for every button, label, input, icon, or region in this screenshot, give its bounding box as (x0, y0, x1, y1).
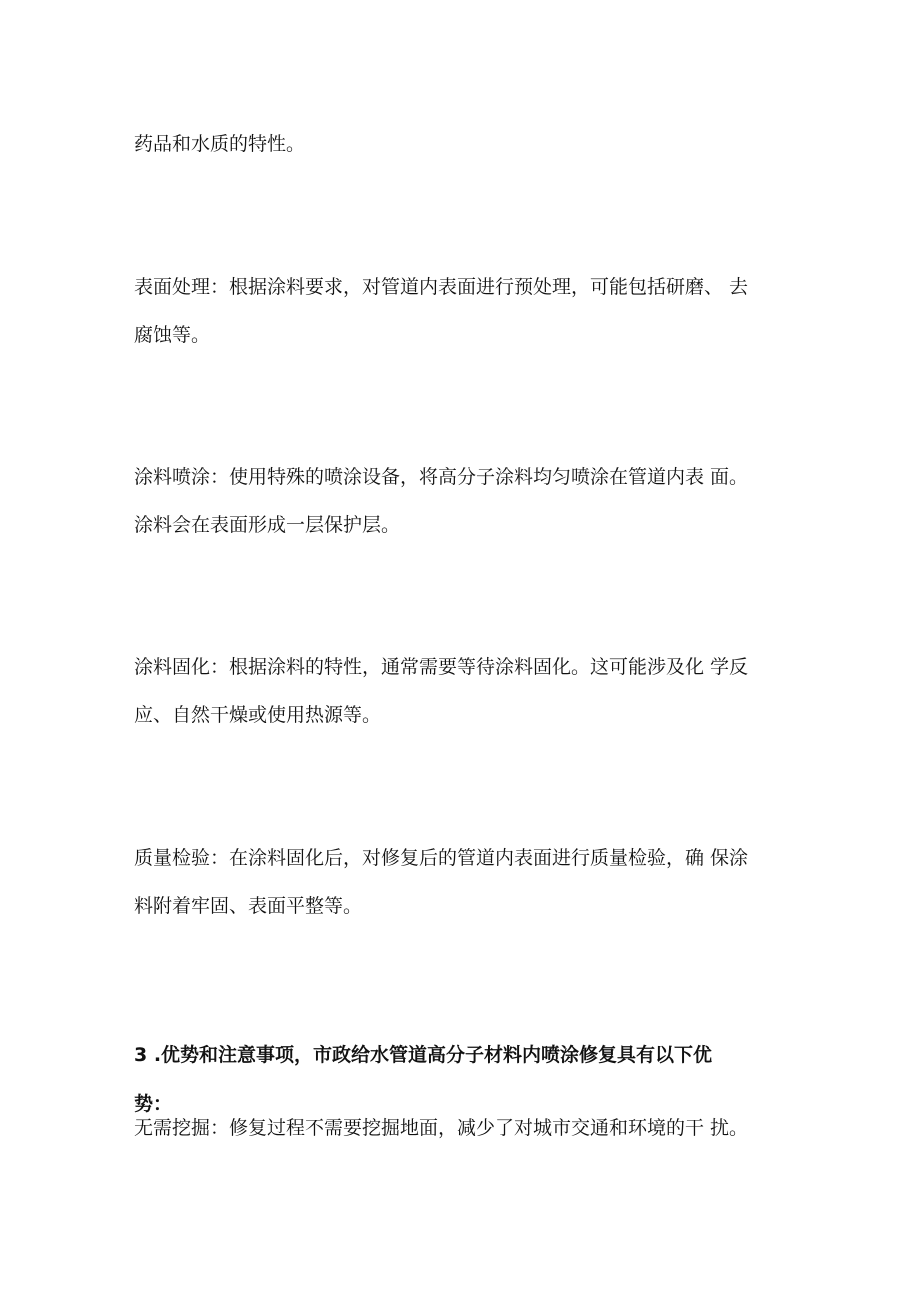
paragraph-line: 药品和水质的特性。 (134, 133, 306, 155)
paragraph-line: 涂料喷涂：使用特殊的喷涂设备，将高分子涂料均匀喷涂在管道内表 面。 (134, 466, 749, 488)
paragraph-line: 腐蚀等。 (134, 324, 211, 346)
section-heading: 3 .优势和注意事项，市政给水管道高分子材料内喷涂修复具有以下优 (134, 1044, 713, 1066)
paragraph-line: 涂料固化：根据涂料的特性，通常需要等待涂料固化。这可能涉及化 学反 (134, 656, 749, 678)
paragraph-line: 质量检验：在涂料固化后，对修复后的管道内表面进行质量检验，确 保涂 (134, 847, 749, 869)
paragraph-line: 料附着牢固、表面平整等。 (134, 895, 363, 917)
section-heading: 势： (134, 1093, 173, 1115)
paragraph-line: 表面处理：根据涂料要求，对管道内表面进行预处理，可能包括研磨、 去 (134, 276, 749, 298)
paragraph-line: 应、自然干燥或使用热源等。 (134, 704, 382, 726)
paragraph-line: 无需挖掘：修复过程不需要挖掘地面，减少了对城市交通和环境的干 扰。 (134, 1117, 749, 1139)
paragraph-line: 涂料会在表面形成一层保护层。 (134, 514, 401, 536)
